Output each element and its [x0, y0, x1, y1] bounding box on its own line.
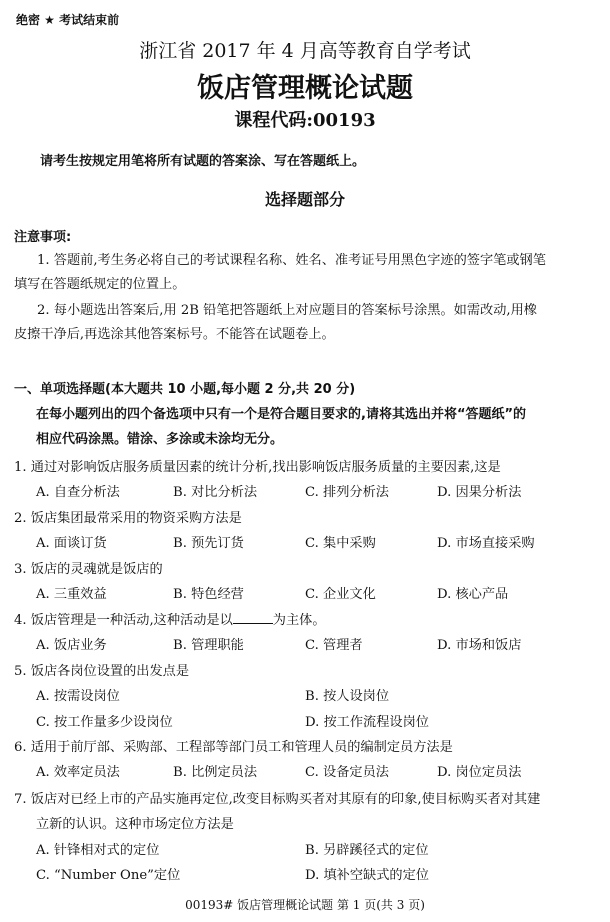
paper-title: 饭店管理概论试题 [197, 73, 413, 104]
question-5-option-d: D. 按工作流程设岗位 [305, 715, 429, 730]
question-7-option-b: B. 另辟蹊径式的定位 [305, 843, 429, 858]
question-4-stem-part-a: 4. 饭店管理是一种活动,这种活动是以 [14, 613, 233, 628]
note-1-line-1: 1. 答题前,考生务必将自己的考试课程名称、姓名、准考证号用黑色字迹的签字笔或钢笔 [37, 253, 546, 268]
question-7-option-d: D. 填补空缺式的定位 [305, 868, 429, 883]
question-2-option-a: A. 面谈订货 [36, 536, 107, 551]
question-4-option-b: B. 管理职能 [173, 638, 244, 653]
exam-title: 浙江省 2017 年 4 月高等教育自学考试 [139, 40, 471, 62]
question-5-stem: 5. 饭店各岗位设置的出发点是 [14, 664, 190, 679]
question-5-option-b: B. 按人设岗位 [305, 689, 390, 704]
question-2-stem: 2. 饭店集团最常采用的物资采购方法是 [14, 511, 242, 526]
question-1-option-b: B. 对比分析法 [173, 485, 258, 500]
question-3-option-c: C. 企业文化 [305, 587, 376, 602]
question-6-option-d: D. 岗位定员法 [437, 765, 522, 780]
question-2-option-d: D. 市场直接采购 [437, 536, 535, 551]
question-3-option-b: B. 特色经营 [173, 587, 244, 602]
question-1-stem: 1. 通过对影响饭店服务质量因素的统计分析,找出影响饭店服务质量的主要因素,这是 [14, 460, 501, 475]
question-3-stem: 3. 饭店的灵魂就是饭店的 [14, 562, 163, 577]
question-4-stem-part-b: 为主体。 [272, 613, 326, 628]
question-1-option-a: A. 自查分析法 [36, 485, 120, 500]
question-2-option-b: B. 预先订货 [173, 536, 244, 551]
question-6-option-a: A. 效率定员法 [36, 765, 120, 780]
part1-desc-line-1: 在每小题列出的四个备选项中只有一个是符合题目要求的,请将其选出并将“答题纸”的 [36, 407, 527, 422]
page-footer: 00193# 饭店管理概论试题 第 1 页(共 3 页) [185, 898, 425, 912]
course-code: 课程代码:00193 [234, 110, 376, 131]
note-1-line-2: 填写在答题纸规定的位置上。 [14, 277, 186, 292]
part1-desc-line-2: 相应代码涂黑。错涂、多涂或未涂均无分。 [36, 432, 284, 447]
question-3-option-a: A. 三重效益 [36, 587, 107, 602]
note-2-line-1: 2. 每小题选出答案后,用 2B 铅笔把答题纸上对应题目的答案标号涂黑。如需改动,用橡 [37, 303, 537, 318]
question-2-option-c: C. 集中采购 [305, 536, 376, 551]
secret-label: 绝密 ★ 考试结束前 [16, 13, 120, 27]
question-6-option-b: B. 比例定员法 [173, 765, 258, 780]
notes-heading: 注意事项: [14, 230, 72, 245]
question-3-option-d: D. 核心产品 [437, 587, 509, 602]
question-4-option-c: C. 管理者 [305, 638, 363, 653]
section-title: 选择题部分 [264, 190, 345, 209]
question-4-stem [14, 609, 326, 628]
question-7-option-c: C. “Number One”定位 [36, 868, 181, 883]
question-1-option-d: D. 因果分析法 [437, 485, 522, 500]
part1-heading: 一、单项选择题(本大题共 10 小题,每小题 2 分,共 20 分) [14, 382, 356, 397]
answer-instruction: 请考生按规定用笔将所有试题的答案涂、写在答题纸上。 [40, 154, 366, 169]
answer-blank [233, 611, 273, 624]
question-7-stem-line-1: 7. 饭店对已经上市的产品实施再定位,改变目标购买者对其原有的印象,使目标购买者对其建 [14, 792, 541, 807]
question-5-option-c: C. 按工作量多少设岗位 [36, 715, 173, 730]
question-6-option-c: C. 设备定员法 [305, 765, 389, 780]
question-7-stem-line-2: 立新的认识。这种市场定位方法是 [36, 817, 234, 832]
question-6-stem: 6. 适用于前厅部、采购部、工程部等部门员工和管理人员的编制定员方法是 [14, 740, 453, 755]
question-4-option-d: D. 市场和饭店 [437, 638, 522, 653]
question-1-option-c: C. 排列分析法 [305, 485, 389, 500]
question-7-option-a: A. 针锋相对式的定位 [36, 843, 160, 858]
question-5-option-a: A. 按需设岗位 [36, 689, 120, 704]
note-2-line-2: 皮擦干净后,再选涂其他答案标号。不能答在试题卷上。 [14, 327, 335, 342]
question-4-option-a: A. 饭店业务 [36, 638, 107, 653]
